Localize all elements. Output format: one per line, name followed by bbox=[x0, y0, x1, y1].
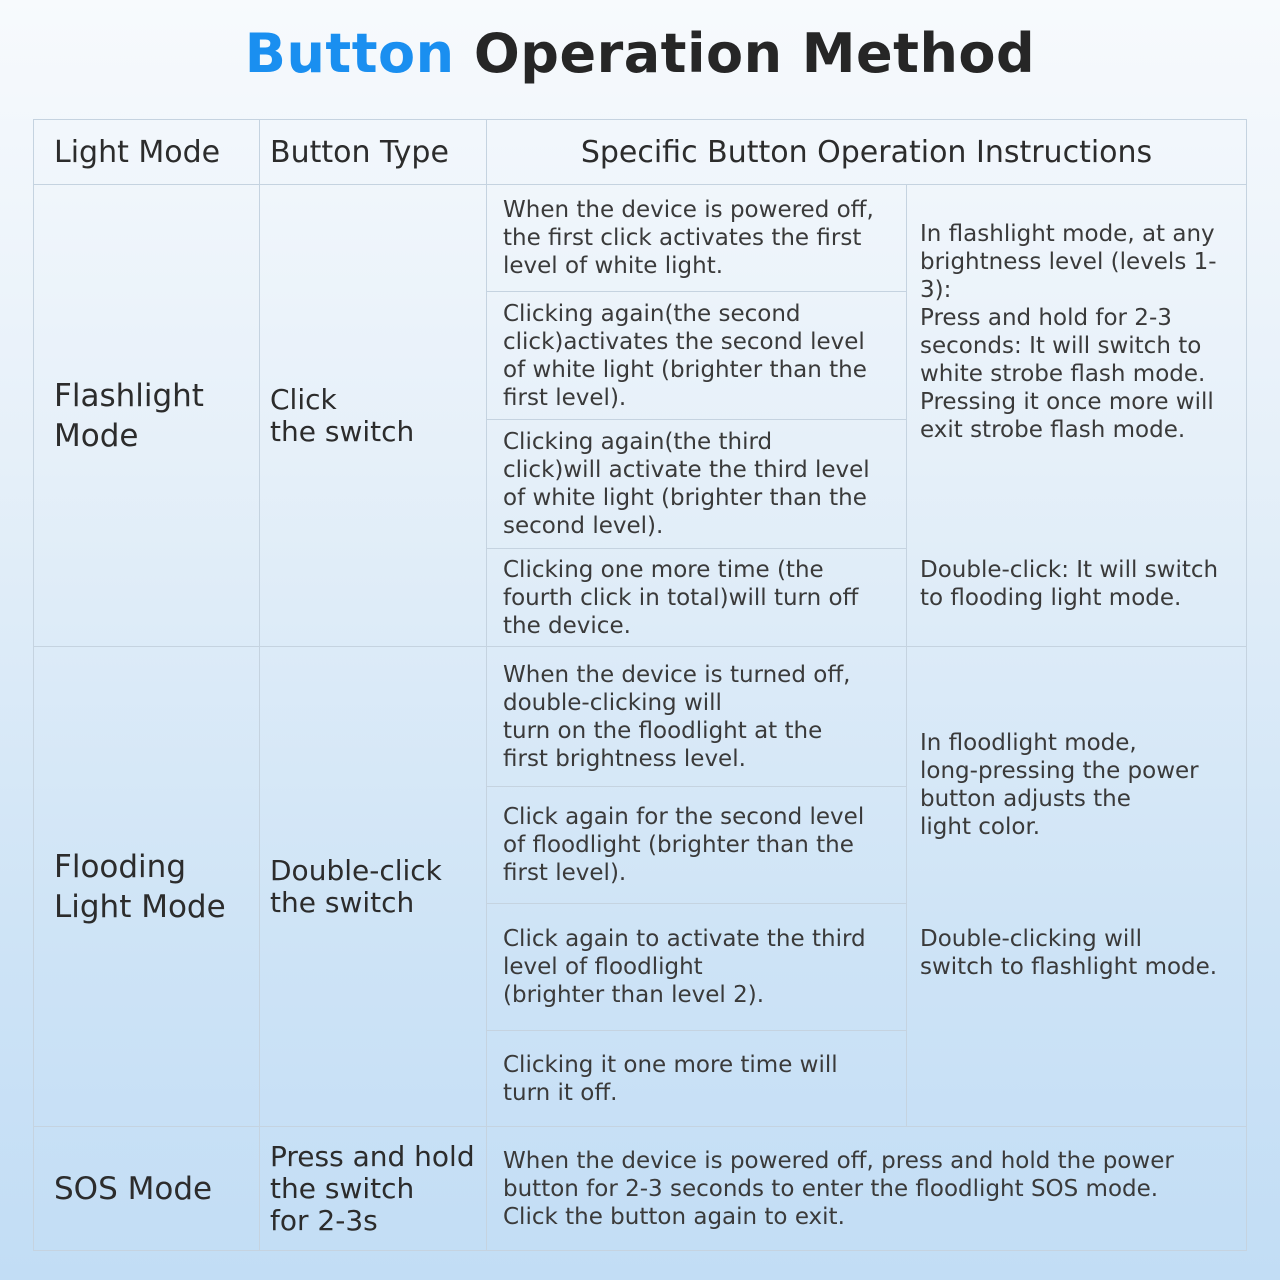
flooding-step-1: When the device is turned off, double-clicking will turn on the floodlight at the first brightness level. bbox=[486, 646, 907, 787]
flashlight-step-4: Clicking one more time (the fourth click in total)will turn off the device. bbox=[486, 548, 907, 647]
flooding-mode-label: Flooding Light Mode bbox=[33, 646, 260, 1127]
flashlight-button-type: Click the switch bbox=[259, 184, 487, 647]
flashlight-step-1: When the device is powered off, the first click activates the first level of white light. bbox=[486, 184, 907, 292]
sos-mode-label: SOS Mode bbox=[33, 1126, 260, 1251]
header-instructions: Specific Button Operation Instructions bbox=[486, 119, 1247, 185]
sos-instructions: When the device is powered off, press and hold the power button for 2-3 seconds to enter the floodlight SOS mode. Click the button again to exit. bbox=[486, 1126, 1247, 1251]
title-rest: Operation Method bbox=[473, 22, 1036, 85]
flooding-note-double-click: Double-clicking will switch to flashlight mode. bbox=[920, 926, 1218, 980]
flashlight-notes bbox=[906, 184, 1247, 647]
sos-button-type: Press and hold the switch for 2-3s bbox=[259, 1126, 487, 1251]
header-light-mode: Light Mode bbox=[33, 119, 260, 185]
flooding-step-4: Clicking it one more time will turn it off. bbox=[486, 1030, 907, 1127]
title-accent: Button bbox=[244, 22, 455, 85]
flashlight-note-hold: In flashlight mode, at any brightness level (levels 1-3): Press and hold for 2-3 seconds: It will switch to white strobe flash mode. Pressing it once more will exit strobe flash mode. bbox=[920, 220, 1217, 443]
flooding-note-long-press: In floodlight mode, long-pressing the power button adjusts the light color. bbox=[920, 730, 1199, 840]
header-button-type: Button Type bbox=[259, 119, 487, 185]
flooding-notes bbox=[906, 646, 1247, 1127]
flashlight-mode-label: Flashlight Mode bbox=[33, 184, 260, 647]
flashlight-step-3: Clicking again(the third click)will activate the third level of white light (brighter than the second level). bbox=[486, 419, 907, 549]
flashlight-note-double-click: Double-click: It will switch to flooding light mode. bbox=[920, 556, 1219, 611]
flooding-button-type: Double-click the switch bbox=[259, 646, 487, 1127]
flooding-step-2: Click again for the second level of floodlight (brighter than the first level). bbox=[486, 786, 907, 904]
flooding-step-3: Click again to activate the third level of floodlight (brighter than level 2). bbox=[486, 903, 907, 1031]
flashlight-step-2: Clicking again(the second click)activates the second level of white light (brighter than the first level). bbox=[486, 291, 907, 420]
